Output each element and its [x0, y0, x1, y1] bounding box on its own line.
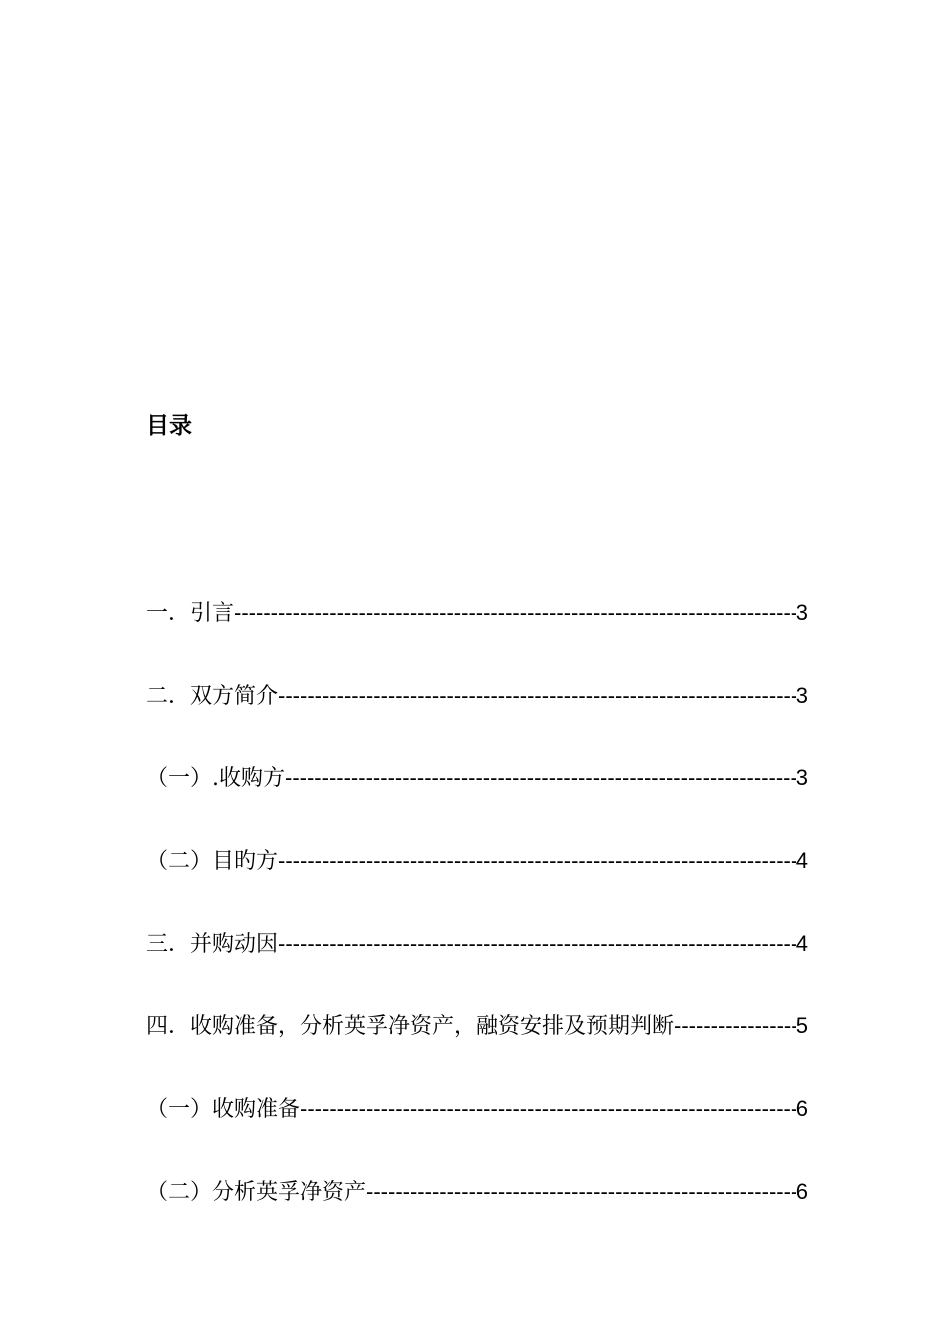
toc-entry-label: 三．并购动因: [146, 931, 279, 957]
toc-entry-label: （一）收购准备: [146, 1097, 301, 1123]
toc-entry-page: 4: [795, 930, 808, 956]
toc-entry: [146, 761, 808, 795]
toc-entry-page: 3: [795, 765, 808, 791]
toc-entry-label: 一．引言: [146, 601, 235, 626]
toc-leader: [674, 1009, 796, 1043]
toc-list: [146, 596, 808, 1258]
toc-leader: [278, 927, 796, 961]
toc-entry-page: 4: [795, 848, 808, 874]
toc-title: 目录: [146, 413, 192, 439]
toc-leader: [300, 1092, 796, 1126]
toc-leader: [278, 844, 796, 878]
toc-leader: [234, 596, 796, 630]
toc-leader: [278, 679, 796, 713]
toc-entry-page: 6: [795, 1096, 808, 1122]
toc-leader: [285, 761, 796, 795]
toc-entry: [146, 596, 808, 630]
toc-entry-page: 3: [795, 682, 808, 708]
toc-entry-page: 6: [795, 1178, 808, 1204]
toc-entry-label: （二）目旳方: [146, 849, 279, 875]
toc-entry-page: 5: [795, 1013, 808, 1039]
toc-entry: [146, 927, 808, 961]
toc-entry: [146, 1175, 808, 1209]
toc-entry-label: （二）分析英孚净资产: [146, 1179, 367, 1205]
toc-entry-label: （一）.收购方: [146, 766, 285, 792]
toc-leader: [366, 1175, 796, 1209]
toc-entry-page: 3: [795, 600, 808, 625]
toc-entry: [146, 679, 808, 713]
toc-entry: [146, 1009, 808, 1043]
toc-entry: [146, 844, 808, 878]
toc-entry-label: 四．收购准备，分析英孚净资产，融资安排及预期判断: [146, 1014, 675, 1040]
toc-entry-label: 二．双方简介: [146, 683, 279, 709]
toc-entry: [146, 1092, 808, 1126]
